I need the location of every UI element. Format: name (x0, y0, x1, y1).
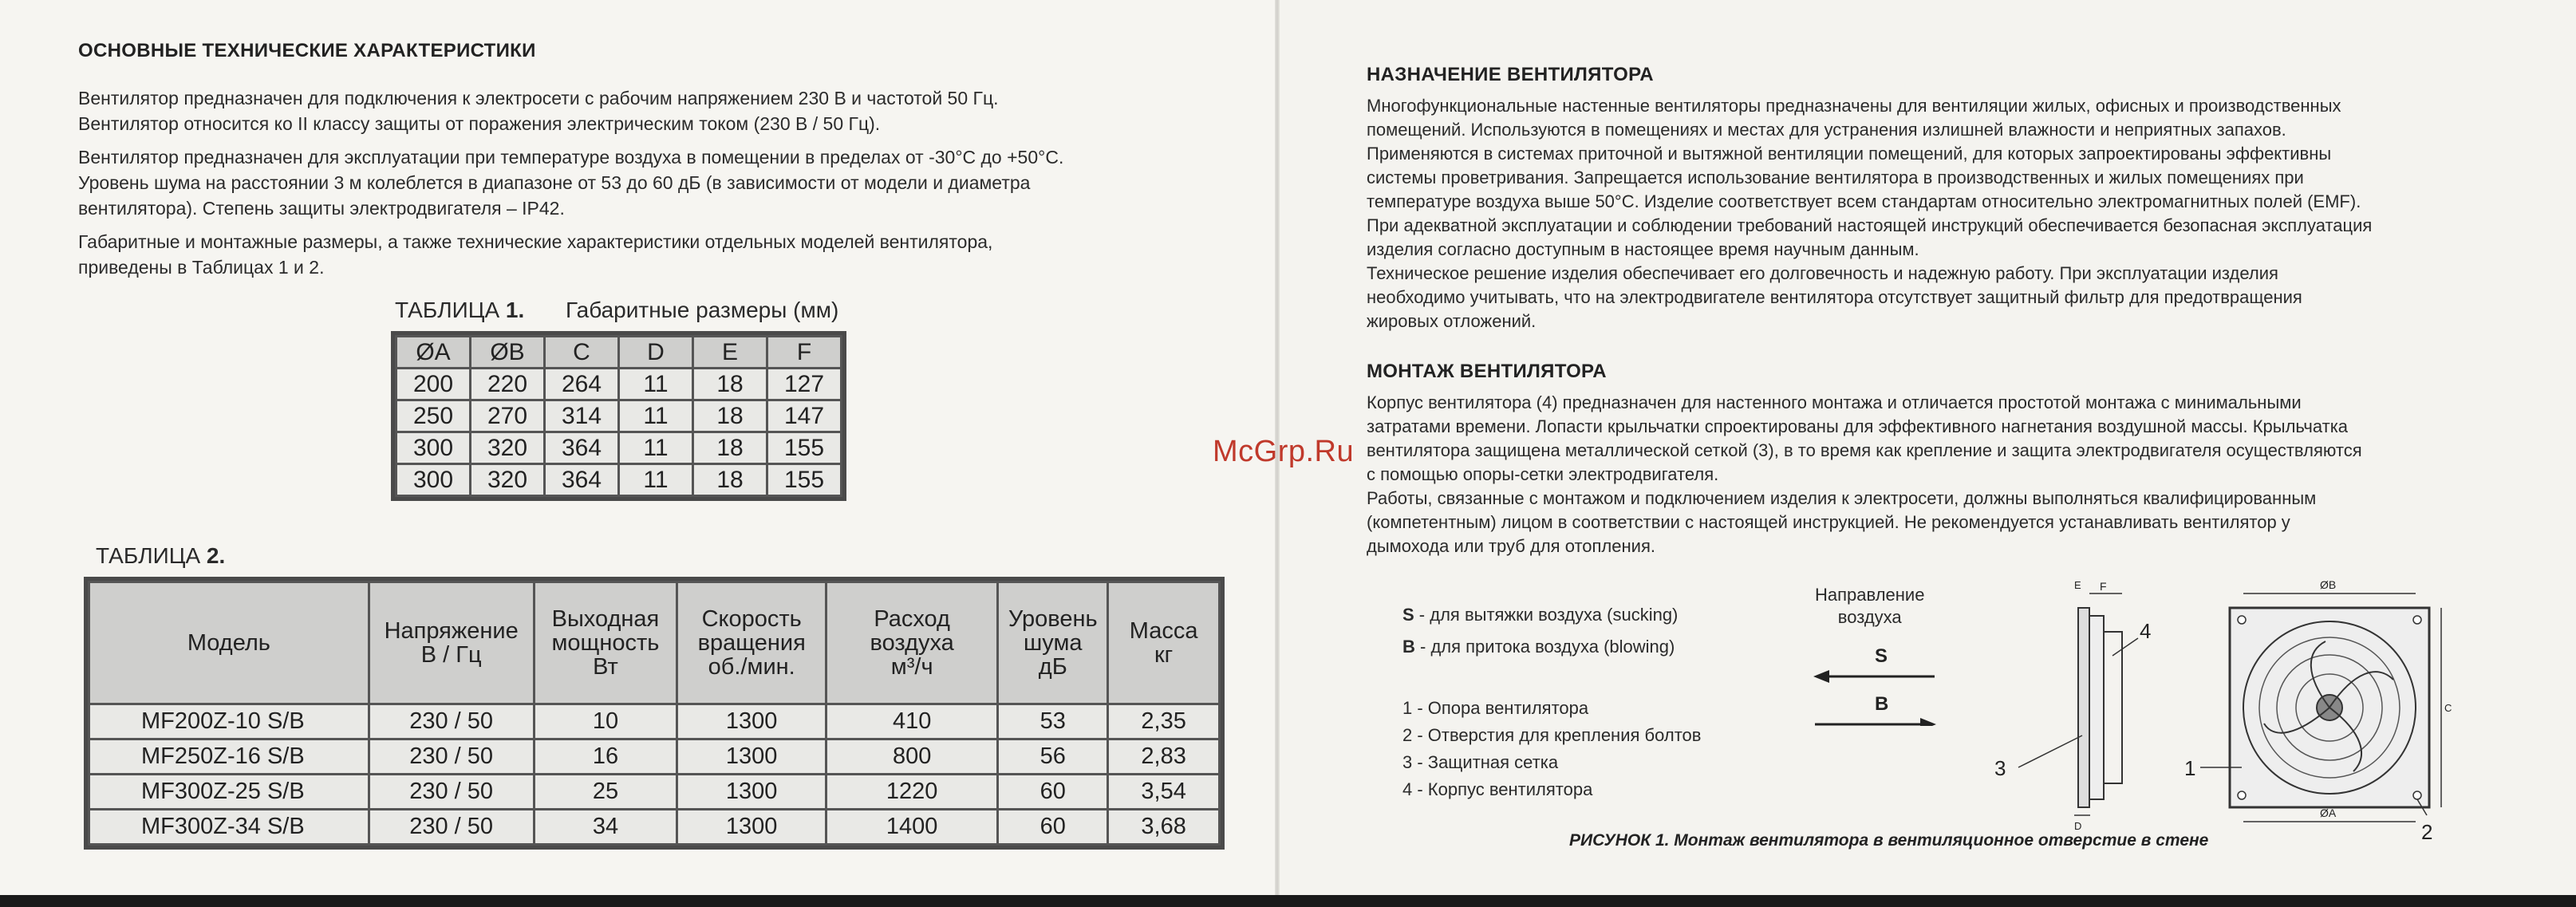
table-cell: 1300 (677, 775, 826, 810)
table-cell: 18 (693, 432, 767, 464)
table-cell: 320 (471, 464, 545, 496)
scan-bottom-edge (0, 895, 2576, 907)
table2-caption-number: 2. (206, 543, 226, 568)
table-cell: 2,83 (1108, 739, 1220, 775)
table-cell: 410 (826, 704, 998, 739)
table1-caption-title: Габаритные размеры (мм) (566, 298, 839, 322)
table1-caption (395, 298, 838, 323)
fan-housing-side (2089, 616, 2104, 799)
table-cell: MF250Z-16 S/B (89, 739, 369, 775)
table-header-cell: Выходная мощность Вт (534, 582, 677, 704)
tech-specs-heading: ОСНОВНЫЕ ТЕХНИЧЕСКИЕ ХАРАКТЕРИСТИКИ (78, 40, 536, 61)
table-header-cell: C (545, 337, 619, 369)
table-cell: 18 (693, 369, 767, 400)
table-header-cell: Напряжение В / Гц (369, 582, 534, 704)
dimension-c-label: C (2444, 702, 2452, 714)
legend-text: - для вытяжки воздуха (sucking) (1414, 605, 1679, 625)
table-header-cell: ØB (471, 337, 545, 369)
table-row (89, 775, 1220, 810)
table-cell: 230 / 50 (369, 775, 534, 810)
legend-text: - для притока воздуха (blowing) (1414, 637, 1675, 657)
table-cell: 230 / 50 (369, 739, 534, 775)
table-cell: 127 (767, 369, 842, 400)
table-cell: 34 (534, 810, 677, 845)
table1-caption-label: ТАБЛИЦА (395, 298, 500, 322)
fan-front-view (2184, 578, 2452, 839)
table-cell: 1220 (826, 775, 998, 810)
table-header-cell: ØA (396, 337, 471, 369)
table-cell: 1400 (826, 810, 998, 845)
table-cell: 155 (767, 432, 842, 464)
table1-caption-number: 1. (505, 298, 525, 322)
table-header-row (89, 582, 1220, 704)
table-header-cell: Скорость вращения об./мин. (677, 582, 826, 704)
bolt-hole (2413, 791, 2421, 799)
table-row (89, 704, 1220, 739)
watermark: McGrp.Ru (1213, 435, 1355, 468)
purpose-paragraph: Многофункциональные настенные вентиляторы предназначены для вентиляции жилых, офисных и производственных помещений. Используются в помещениях и местах для устранения излишней влажности и неприятных запахов. Применяются в системах приточной и вытяжной вентиляции помещений, для которых запроектированы эффективны системы проветривания. Запрещается использование вентилятора в производственных и жилых помещениях при температуре воздуха выше 50°С. Изделие соответствует всем стандартам относительно электромагнитных полей (EMF). При адекватной эксплуатации и соблюдении требований настоящей инструкций обеспечивается безопасная эксплуатация изделия согласно доступным в настоящее время научным данным. Техническое решение изделия обеспечивает его долговечность и надежную работу. При эксплуатации изделия необходимо учитывать, что на электродвигателе вентилятора отсутствует защитный фильтр для предотвращения жировых отложений. (1367, 96, 2373, 331)
table-cell: 11 (619, 464, 693, 496)
table-cell: 155 (767, 464, 842, 496)
arrow-s-label: S (1875, 646, 1888, 667)
table-row (396, 432, 842, 464)
callout-1: 1 (2184, 756, 2196, 780)
table-cell: 300 (396, 464, 471, 496)
bolt-hole (2413, 616, 2421, 624)
table-cell: 1300 (677, 810, 826, 845)
table-cell: 2,35 (1108, 704, 1220, 739)
table-header-cell: Расход воздуха м³/ч (826, 582, 998, 704)
arrow-s-icon (1813, 670, 1829, 683)
legend-sucking (1402, 605, 1678, 625)
part-item: 2 - Отверстия для крепления болтов (1402, 725, 1702, 745)
tech-specs-para-1: Вентилятор предназначен для подключения к электросети с рабочим напряжением 230 В и частотой 50 Гц. Вентилятор относится ко II классу защиты от поражения электрическим током (230 В / 50 Гц). (78, 88, 999, 134)
installation-heading: МОНТАЖ ВЕНТИЛЯТОРА (1367, 361, 1607, 382)
installation-paragraph: Корпус вентилятора (4) предназначен для настенного монтажа и отличается простотой монтажа с минимальными затратами времени. Лопасти крыльчатки спроектированы для эффективного нагнетания воздушной массы. Крыльчатка вентилятора защищена металлической сеткой (3), в то время как крепление и защита электродвигателя осуществляются с помощью опоры-сетки электродвигателя. Работы, связанные с монтажом и подключением изделия к электросети, должны выполняться квалифицированным (компетентным) лицом в соответствии с настоящей инструкцией. Не рекомендуется устанавливать вентилятор у дымохода или труб для отопления. (1367, 392, 2362, 556)
table-row (396, 400, 842, 432)
table-row (89, 739, 1220, 775)
table-header-row (396, 337, 842, 369)
table-cell: 25 (534, 775, 677, 810)
dimension-f-label: F (2100, 580, 2107, 593)
table-cell: 250 (396, 400, 471, 432)
table-cell: 60 (998, 810, 1108, 845)
callout-4: 4 (2140, 619, 2152, 643)
dimension-phia-label: ØA (2320, 806, 2337, 819)
models-table (88, 581, 1221, 846)
dimension-d-label: D (2074, 820, 2082, 832)
legend-letter: S (1402, 605, 1414, 625)
leader-line-3 (2018, 735, 2082, 767)
table-cell: 220 (471, 369, 545, 400)
table-header-cell: F (767, 337, 842, 369)
fan-mounting-diagram (1963, 576, 2457, 839)
table-cell: 270 (471, 400, 545, 432)
table-cell: 1300 (677, 739, 826, 775)
tech-specs-para-2: Вентилятор предназначен для эксплуатации при температуре воздуха в помещении в пределах от -30°С до +50°С. Уровень шума на расстоянии 3 м колеблется в диапазоне от 53 до 60 дБ (в зависимости от модели и диаметра вентилятора). Степень защиты электродвигателя – IP42. (78, 147, 1064, 219)
table-cell: 147 (767, 400, 842, 432)
table-cell: 3,54 (1108, 775, 1220, 810)
table-cell: 800 (826, 739, 998, 775)
dimension-phib-label: ØB (2320, 578, 2337, 591)
bolt-hole (2238, 616, 2246, 624)
arrow-b-icon (1920, 718, 1936, 726)
mounting-plate (2078, 608, 2089, 807)
table-row (396, 369, 842, 400)
air-direction-label: Направление воздуха (1815, 585, 1925, 627)
table2-caption (96, 543, 225, 569)
table-cell: 11 (619, 400, 693, 432)
legend-blowing (1402, 637, 1675, 657)
table-cell: 18 (693, 400, 767, 432)
table-row (396, 464, 842, 496)
motor-support-side (2104, 632, 2122, 783)
callout-3: 3 (1994, 756, 2006, 780)
table-header-cell: E (693, 337, 767, 369)
table-header-cell: D (619, 337, 693, 369)
purpose-heading: НАЗНАЧЕНИЕ ВЕНТИЛЯТОРА (1367, 64, 1654, 85)
fan-side-view (1994, 579, 2151, 832)
table-cell: 230 / 50 (369, 704, 534, 739)
table-cell: MF200Z-10 S/B (89, 704, 369, 739)
table-cell: 264 (545, 369, 619, 400)
table-cell: 320 (471, 432, 545, 464)
part-item: 3 - Защитная сетка (1402, 752, 1559, 772)
table-header-cell: Масса кг (1108, 582, 1220, 704)
table-cell: 10 (534, 704, 677, 739)
legend-letter: B (1402, 637, 1415, 657)
table-cell: 60 (998, 775, 1108, 810)
table-cell: 18 (693, 464, 767, 496)
table-cell: 364 (545, 432, 619, 464)
tech-specs-para-3: Габаритные и монтажные размеры, а также технические характеристики отдельных моделей вентилятора, приведены в Таблицах 1 и 2. (78, 231, 993, 278)
table-cell: 200 (396, 369, 471, 400)
table-cell: 56 (998, 739, 1108, 775)
table-cell: 16 (534, 739, 677, 775)
leader-line-4 (2112, 638, 2138, 656)
part-item: 4 - Корпус вентилятора (1402, 779, 1593, 799)
dimensions-table (395, 335, 842, 497)
bolt-hole (2238, 791, 2246, 799)
table-header-cell: Уровень шума дБ (998, 582, 1108, 704)
arrow-b-label: B (1875, 693, 1889, 715)
table-cell: 314 (545, 400, 619, 432)
table2-caption-label: ТАБЛИЦА (96, 543, 201, 568)
table-cell: 364 (545, 464, 619, 496)
callout-2: 2 (2421, 820, 2433, 839)
table-cell: MF300Z-34 S/B (89, 810, 369, 845)
table-cell: 1300 (677, 704, 826, 739)
table-cell: MF300Z-25 S/B (89, 775, 369, 810)
table-cell: 300 (396, 432, 471, 464)
table-header-cell: Модель (89, 582, 369, 704)
table-cell: 11 (619, 369, 693, 400)
table-cell: 53 (998, 704, 1108, 739)
part-item: 1 - Опора вентилятора (1402, 698, 1589, 718)
table-cell: 11 (619, 432, 693, 464)
table-cell: 230 / 50 (369, 810, 534, 845)
dimension-e-label: E (2074, 579, 2081, 591)
table-cell: 3,68 (1108, 810, 1220, 845)
table-row (89, 810, 1220, 845)
figure-caption: РИСУНОК 1. Монтаж вентилятора в вентиляционное отверстие в стене (1569, 831, 2209, 850)
